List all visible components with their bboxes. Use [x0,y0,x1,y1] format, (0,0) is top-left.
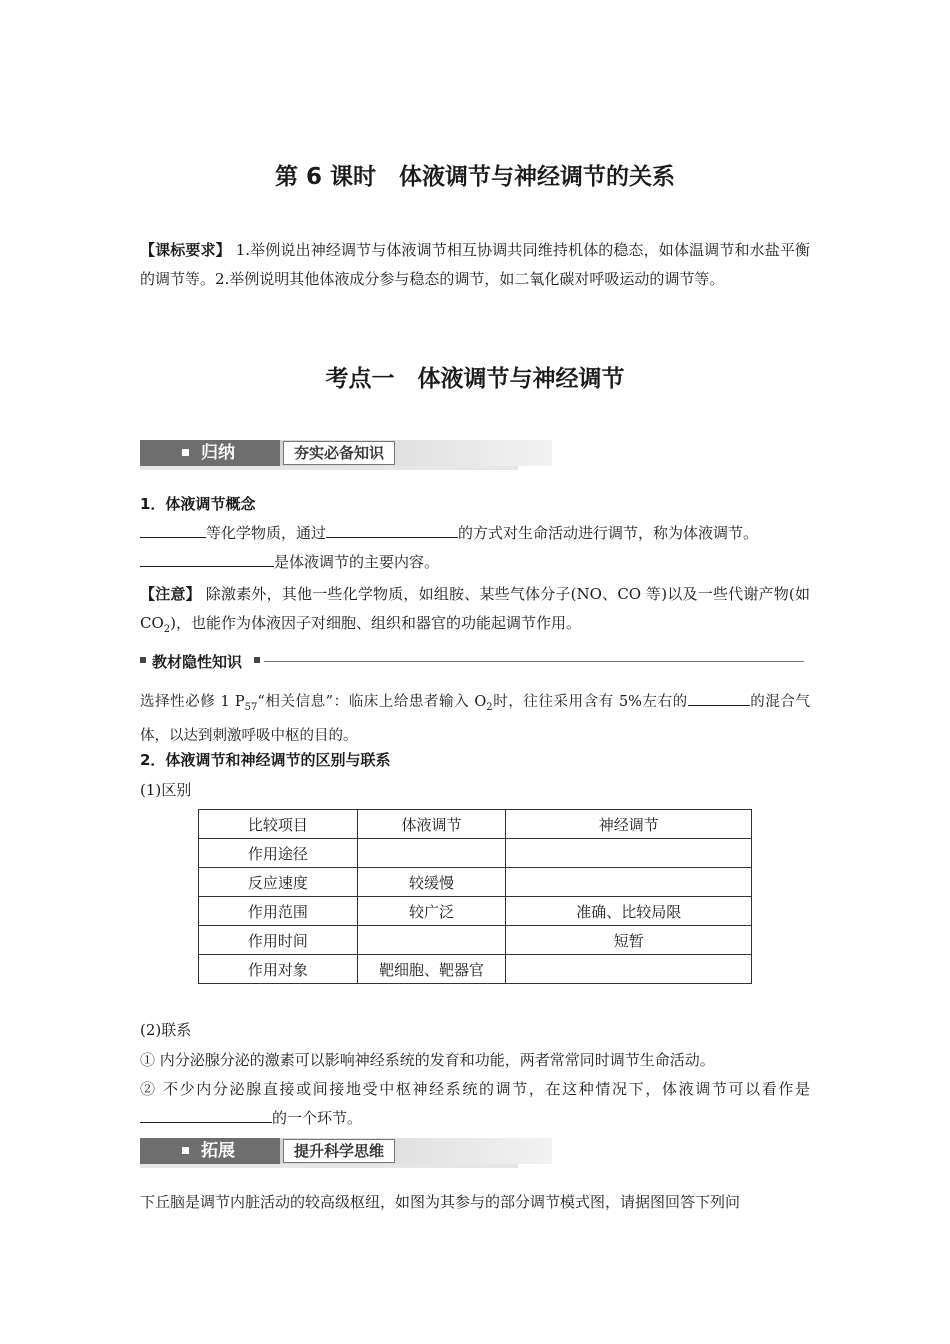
table-cell[interactable] [357,926,506,955]
answer-blank[interactable] [140,521,206,538]
table-row [199,926,752,955]
table-header-row [199,810,752,839]
note-paragraph [140,580,810,644]
table-cell[interactable] [506,839,752,868]
banner-label-box [140,440,280,466]
hidden-knowledge-heading: 教材隐性知识 [152,653,243,671]
answer-blank[interactable] [140,1106,272,1123]
table-cell[interactable] [506,955,752,984]
relation-text-b: 的一个环节。 [272,1109,363,1127]
item2-sub2: (2)联系 [140,1021,192,1039]
table-row [199,839,752,868]
item1-line2 [140,548,810,577]
relation-point-1: ① 内分泌腺分泌的激素可以影响神经系统的发育和功能，两者常常同时调节生命活动。 [140,1051,715,1069]
item2-heading: 2．体液调节和神经调节的区别与联系 [140,751,391,769]
table-header: 比较项目 [199,810,358,839]
banner-tag: 提升科学思维 [283,1139,395,1163]
item1-text-b: 的方式对生命活动进行调节，称为体液调节。 [458,524,759,542]
hk-text-a: 选择性必修 1 P [140,694,245,710]
note-subscript: 2 [163,624,171,635]
closing-paragraph: 下丘脑是调节内脏活动的较高级枢纽，如图为其参与的部分调节模式图，请据图回答下列问 [140,1193,741,1211]
hidden-knowledge-rule [140,651,805,673]
extension-banner [140,1138,518,1168]
relation-point-2 [140,1075,810,1133]
banner-label-box [140,1138,280,1164]
banner-tag: 夯实必备知识 [283,441,395,465]
table-cell: 作用时间 [199,926,358,955]
note-text-b: )，也能作为体液因子对细胞、组织和器官的功能起调节作用。 [170,614,582,632]
table-header: 神经调节 [506,810,752,839]
table-cell: 作用范围 [199,897,358,926]
hk-text-d: 的混合气体，以达到刺激呼吸中枢的目的。 [140,694,810,744]
answer-blank[interactable] [140,550,274,567]
item2-sub1: (1)区别 [140,781,192,799]
answer-blank[interactable] [688,689,750,706]
item1-line1 [140,519,810,548]
hk-subscript-o: 2 [486,701,493,713]
lesson-title: 第 6 课时 体液调节与神经调节的关系 [274,164,676,190]
curriculum-requirement [140,236,810,294]
table-cell: 作用对象 [199,955,358,984]
banner-label: 归纳 [201,443,235,463]
section-title: 考点一 体液调节与神经调节 [325,366,625,392]
hk-text-c: 时，往往采用含有 5%左右的 [492,694,688,710]
table-header: 体液调节 [357,810,506,839]
summary-banner [140,440,518,470]
hk-text-b: “相关信息”：临床上给患者输入 O [257,694,487,710]
table-cell: 作用途径 [199,839,358,868]
table-row [199,897,752,926]
table-cell[interactable] [357,839,506,868]
note-label: 【注意】 [140,585,201,603]
table-cell[interactable] [506,868,752,897]
table-cell: 靶细胞、靶器官 [357,955,506,984]
hk-subscript-p: 57 [244,701,258,713]
requirement-label: 【课标要求】 [140,241,231,259]
note-text-a: 除激素外，其他一些化学物质，如组胺、某些气体分子(NO、CO 等)以及一些代谢产物(如 CO [140,585,810,632]
table-cell: 较广泛 [357,897,506,926]
table-row [199,868,752,897]
requirement-text: 1.举例说出神经调节与体液调节相互协调共同维持机体的稳态，如体温调节和水盐平衡的调节等。2.举例说明其他体液成分参与稳态的调节，如二氧化碳对呼吸运动的调节等。 [140,241,810,288]
table-cell: 短暂 [506,926,752,955]
item1-heading: 1．体液调节概念 [140,495,256,513]
table-cell: 反应速度 [199,868,358,897]
table-row [199,955,752,984]
table-cell: 准确、比较局限 [506,897,752,926]
comparison-table [198,809,752,984]
answer-blank[interactable] [326,521,458,538]
item1-text-a: 等化学物质，通过 [206,524,327,542]
item1-text-c: 是体液调节的主要内容。 [274,553,440,571]
banner-label: 拓展 [201,1141,235,1161]
hidden-knowledge-text [140,688,810,751]
relation-text-a: ② 不少内分泌腺直接或间接地受中枢神经系统的调节，在这种情况下，体液调节可以看作是 [140,1080,810,1098]
table-cell: 较缓慢 [357,868,506,897]
